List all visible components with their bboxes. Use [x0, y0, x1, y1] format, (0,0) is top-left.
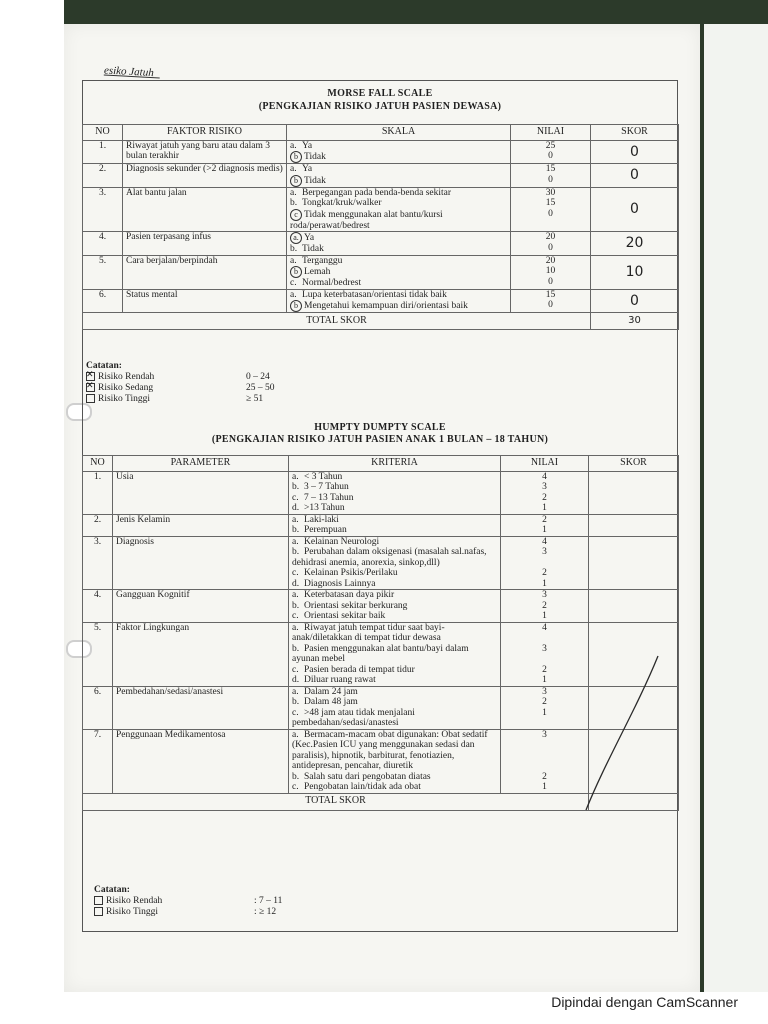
scale-cell	[289, 686, 501, 729]
option-text: 7 – 13 Tahun	[304, 492, 354, 503]
option-letter: b.	[290, 244, 298, 254]
scale-option	[290, 175, 507, 187]
checkbox-icon	[86, 394, 95, 403]
scale-option	[290, 151, 507, 163]
row-number: 2.	[83, 514, 113, 536]
scale-cell	[287, 187, 511, 232]
option-text: Pengobatan lain/tidak ada obat	[304, 782, 421, 792]
option-value: 3	[542, 686, 547, 697]
scan-margin-right	[704, 24, 768, 1000]
scale-option	[292, 472, 497, 483]
risk-range: 0 – 24	[246, 372, 270, 382]
option-text: Bermacam-macam obat digunakan: Obat sedatif (Kec.Pasien ICU yang menggunakan sedasi dan paralisis), hipnotik, barbiturat, fenotiazien, antidepresan, pencahar, diuretik	[292, 729, 488, 771]
row-factor: Alat bantu jalan	[123, 187, 287, 232]
option-text: Tidak	[304, 175, 326, 186]
scale-option	[292, 503, 497, 514]
option-letter: c.	[292, 707, 299, 718]
option-value: 2	[542, 492, 547, 503]
option-letter: b	[290, 300, 302, 312]
score-cell: 20	[591, 232, 679, 256]
option-text: 3 – 7 Tahun	[304, 482, 349, 492]
scale-cell	[289, 622, 501, 686]
scale-option	[292, 601, 497, 612]
risk-note	[86, 372, 386, 383]
option-text: Lupa keterbatasan/orientasi tidak baik	[302, 289, 447, 300]
humpty-notes	[94, 885, 394, 918]
scale-option	[292, 675, 497, 686]
row-number: 5.	[83, 622, 113, 686]
scale-option	[290, 232, 507, 244]
option-letter: a.	[290, 255, 297, 266]
value-cell	[501, 536, 589, 590]
option-text: Ya	[302, 164, 313, 174]
option-letter: b.	[292, 643, 300, 654]
row-factor: Penggunaan Medikamentosa	[113, 729, 289, 793]
humpty-row	[83, 514, 679, 536]
scale-option	[292, 687, 497, 698]
risk-note	[86, 394, 386, 405]
risk-note	[94, 907, 394, 918]
option-value: 10	[545, 266, 556, 276]
option-text: Normal/bedrest	[302, 278, 362, 288]
scanner-footer: Dipindai dengan CamScanner	[551, 994, 738, 1010]
option-text: Ya	[302, 140, 313, 151]
option-letter: b.	[292, 697, 300, 707]
value-cell	[511, 187, 591, 232]
option-text: Perempuan	[304, 525, 347, 535]
option-letter: c.	[292, 782, 299, 792]
humpty-header: NO	[83, 456, 113, 472]
score-cell	[589, 471, 679, 514]
option-text: Mengetahui kemampuan diri/orientasi baik	[304, 301, 468, 311]
humpty-header: KRITERIA	[289, 456, 501, 472]
option-letter: b.	[292, 771, 300, 782]
option-value: 1	[542, 611, 547, 621]
option-letter: a.	[292, 471, 299, 482]
humpty-header: NILAI	[501, 456, 589, 472]
row-factor: Jenis Kelamin	[113, 514, 289, 536]
section-tag: esiko Jatuh	[104, 65, 160, 79]
risk-note	[94, 896, 394, 907]
option-value: 15	[545, 164, 556, 174]
option-value: 3	[542, 482, 547, 492]
scale-option	[290, 209, 507, 232]
risk-note	[86, 383, 386, 394]
option-letter: c.	[292, 492, 299, 503]
morse-table	[82, 124, 679, 330]
row-number: 2.	[83, 164, 123, 188]
value-cell	[501, 514, 589, 536]
option-text: Orientasi sekitar baik	[304, 611, 386, 621]
option-text: Keterbatasan daya pikir	[304, 590, 395, 600]
option-letter: b	[290, 266, 302, 278]
option-letter: a.	[292, 590, 299, 600]
option-text: Pasien menggunakan alat bantu/bayi dalam ayunan mebel	[292, 643, 469, 664]
risk-range: ≥ 51	[246, 394, 264, 404]
scale-cell	[289, 514, 501, 536]
option-value: 0	[548, 276, 553, 287]
scale-cell	[287, 232, 511, 256]
option-value: 2	[542, 697, 547, 707]
option-letter: d.	[292, 503, 300, 513]
option-text: Riwayat jatuh tempat tidur saat bayi-anak/diletakkan di tempat tidur dewasa	[292, 622, 445, 643]
scale-cell	[289, 729, 501, 793]
option-letter: c.	[292, 611, 299, 621]
option-value: 1	[542, 525, 547, 535]
morse-row	[83, 187, 679, 232]
option-text: Terganggu	[302, 255, 343, 266]
humpty-notes-head: Catatan:	[94, 885, 130, 895]
row-number: 4.	[83, 590, 113, 623]
scale-option	[292, 772, 497, 783]
risk-label: Risiko Rendah	[106, 896, 163, 906]
morse-notes-head: Catatan:	[86, 361, 122, 371]
option-value: 25	[545, 140, 556, 151]
score-cell: 0	[591, 187, 679, 232]
value-cell	[511, 164, 591, 188]
morse-total-row	[83, 313, 679, 330]
total-label: TOTAL SKOR	[83, 793, 589, 810]
score-cell: 0	[591, 164, 679, 188]
row-factor: Gangguan Kognitif	[113, 590, 289, 623]
risk-label: Risiko Tinggi	[106, 907, 159, 917]
option-value: 15	[545, 198, 556, 208]
morse-row	[83, 289, 679, 313]
option-value: 15	[545, 289, 556, 300]
scale-cell	[287, 289, 511, 313]
scale-option	[292, 525, 497, 536]
option-value: 4	[542, 536, 547, 547]
humpty-title: HUMPTY DUMPTY SCALE	[314, 422, 446, 433]
row-number: 3.	[83, 187, 123, 232]
morse-header: FAKTOR RISIKO	[123, 125, 287, 141]
scale-option	[292, 708, 497, 729]
checked-box-icon	[86, 383, 95, 392]
option-letter: c	[290, 209, 302, 221]
scale-option	[292, 644, 497, 665]
pen-slash-mark	[576, 650, 676, 820]
option-letter: a.	[292, 686, 299, 697]
scale-option	[290, 188, 507, 199]
option-value: 3	[542, 729, 547, 740]
scale-option	[292, 590, 497, 601]
option-value: 20	[545, 232, 556, 242]
morse-header: NO	[83, 125, 123, 141]
scale-option	[290, 266, 507, 278]
value-cell	[511, 232, 591, 256]
option-letter: a.	[292, 729, 299, 740]
humpty-header: PARAMETER	[113, 456, 289, 472]
scale-cell	[287, 140, 511, 164]
risk-range: : ≥ 12	[254, 907, 277, 917]
option-letter: b.	[292, 547, 300, 557]
option-value: 3	[542, 643, 547, 654]
option-text: Diluar ruang rawat	[304, 675, 376, 685]
morse-notes	[86, 361, 386, 405]
option-text: Tidak	[302, 244, 324, 254]
value-cell	[511, 289, 591, 313]
scan-margin-left	[0, 0, 64, 1000]
option-letter: d.	[292, 578, 300, 589]
option-value: 1	[542, 675, 547, 685]
option-text: >48 jam atau tidak menjalani pembedahan/sedasi/anastesi	[292, 707, 415, 728]
option-letter: b.	[292, 525, 300, 535]
scale-option	[290, 198, 507, 209]
option-value: 1	[542, 503, 547, 513]
scale-cell	[289, 536, 501, 590]
morse-subtitle: (PENGKAJIAN RISIKO JATUH PASIEN DEWASA)	[258, 101, 502, 112]
option-value: 1	[542, 707, 547, 718]
scale-option	[290, 164, 507, 175]
row-number: 3.	[83, 536, 113, 590]
row-factor: Pasien terpasang infus	[123, 232, 287, 256]
option-value: 3	[542, 547, 547, 557]
option-text: Berpegangan pada benda-benda sekitar	[302, 187, 452, 198]
risk-label: Risiko Rendah	[98, 372, 155, 382]
option-value: 2	[542, 600, 547, 611]
morse-header: SKOR	[591, 125, 679, 141]
option-letter: b.	[290, 198, 298, 208]
row-number: 6.	[83, 686, 113, 729]
option-letter: a.	[290, 289, 297, 300]
pen-slash-stroke	[586, 656, 658, 810]
scale-option	[290, 300, 507, 312]
scale-option	[292, 537, 497, 548]
scale-option	[292, 493, 497, 504]
humpty-row	[83, 471, 679, 514]
option-value: 0	[548, 242, 553, 253]
option-value: 1	[542, 578, 547, 589]
row-factor: Faktor Lingkungan	[113, 622, 289, 686]
option-letter: b.	[292, 600, 300, 611]
total-label: TOTAL SKOR	[83, 313, 591, 330]
row-number: 1.	[83, 140, 123, 164]
option-letter: a.	[292, 514, 299, 525]
row-number: 7.	[83, 729, 113, 793]
scale-option	[292, 623, 497, 644]
risk-label: Risiko Tinggi	[98, 394, 151, 404]
option-value: 1	[542, 782, 547, 792]
row-factor: Status mental	[123, 289, 287, 313]
score-cell: 10	[591, 255, 679, 289]
option-value: 20	[545, 255, 556, 266]
option-text: Orientasi sekitar berkurang	[304, 600, 408, 611]
scale-option	[292, 547, 497, 568]
checkbox-icon	[94, 907, 103, 916]
humpty-row	[83, 536, 679, 590]
option-text: Tongkat/kruk/walker	[302, 198, 382, 208]
morse-row	[83, 140, 679, 164]
option-value: 0	[548, 208, 553, 219]
value-cell	[501, 471, 589, 514]
scale-option	[290, 278, 507, 289]
total-score: 30	[591, 313, 679, 330]
option-text: Tidak menggunakan alat bantu/kursi roda/perawat/bedrest	[290, 209, 443, 231]
scale-cell	[289, 590, 501, 623]
row-factor: Diagnosis	[113, 536, 289, 590]
morse-header: SKALA	[287, 125, 511, 141]
scale-option	[292, 730, 497, 772]
humpty-header: SKOR	[589, 456, 679, 472]
option-text: Ya	[304, 233, 315, 243]
option-value: 2	[542, 514, 547, 525]
option-value: 2	[542, 568, 547, 578]
score-cell	[589, 536, 679, 590]
scale-cell	[287, 255, 511, 289]
option-letter: a.	[290, 187, 297, 198]
scale-option	[290, 141, 507, 152]
risk-label: Risiko Sedang	[98, 383, 154, 393]
option-text: Kelainan Psikis/Perilaku	[304, 568, 398, 578]
option-letter: a.	[290, 140, 297, 151]
option-value: 0	[548, 174, 553, 185]
scale-option	[290, 244, 507, 255]
morse-title: MORSE FALL SCALE	[327, 88, 433, 99]
option-text: Tidak	[304, 152, 326, 162]
option-letter: d.	[292, 675, 300, 685]
score-cell: 0	[591, 140, 679, 164]
option-value: 3	[542, 590, 547, 600]
value-cell	[501, 590, 589, 623]
option-letter: c.	[292, 664, 299, 675]
row-number: 1.	[83, 471, 113, 514]
option-text: Laki-laki	[304, 514, 339, 525]
option-value: 4	[542, 471, 547, 482]
morse-header: NILAI	[511, 125, 591, 141]
option-value: 2	[542, 771, 547, 782]
option-letter: c.	[290, 278, 297, 288]
risk-range: : 7 – 11	[254, 896, 283, 906]
row-factor: Riwayat jatuh yang baru atau dalam 3 bulan terakhir	[123, 140, 287, 164]
option-text: Perubahan dalam oksigenasi (masalah sal.nafas, dehidrasi anemia, anorexia, sinkop,dll)	[292, 547, 487, 568]
scale-option	[290, 256, 507, 267]
score-cell	[589, 514, 679, 536]
scale-cell	[289, 471, 501, 514]
row-factor: Diagnosis sekunder (>2 diagnosis medis)	[123, 164, 287, 188]
scale-cell	[287, 164, 511, 188]
option-text: < 3 Tahun	[304, 471, 343, 482]
humpty-subtitle: (PENGKAJIAN RISIKO JATUH PASIEN ANAK 1 BULAN – 18 TAHUN)	[211, 434, 549, 445]
option-letter: b	[290, 175, 302, 187]
row-number: 5.	[83, 255, 123, 289]
row-factor: Usia	[113, 471, 289, 514]
option-text: Dalam 24 jam	[304, 686, 358, 697]
option-letter: c.	[292, 568, 299, 578]
option-letter: a.	[292, 622, 299, 633]
option-letter: a.	[292, 536, 299, 547]
scale-option	[292, 665, 497, 676]
option-letter: b.	[292, 482, 300, 492]
checkbox-icon	[94, 896, 103, 905]
scale-option	[290, 290, 507, 301]
scale-option	[292, 579, 497, 590]
option-letter: a.	[290, 164, 297, 174]
morse-row	[83, 232, 679, 256]
scale-option	[292, 515, 497, 526]
score-cell	[589, 590, 679, 623]
humpty-row	[83, 590, 679, 623]
row-number: 6.	[83, 289, 123, 313]
option-value: 0	[548, 300, 553, 310]
option-letter: b	[290, 151, 302, 163]
row-number: 4.	[83, 232, 123, 256]
option-text: Dalam 48 jam	[304, 697, 358, 707]
option-text: Diagnosis Lainnya	[304, 578, 376, 589]
option-value: 0	[548, 151, 553, 161]
option-text: Pasien berada di tempat tidur	[304, 664, 415, 675]
option-text: Kelainan Neurologi	[304, 536, 380, 547]
scale-option	[292, 697, 497, 708]
option-value: 4	[542, 622, 547, 633]
row-factor: Pembedahan/sedasi/anastesi	[113, 686, 289, 729]
morse-row	[83, 164, 679, 188]
row-factor: Cara berjalan/berpindah	[123, 255, 287, 289]
value-cell	[511, 140, 591, 164]
value-cell	[511, 255, 591, 289]
option-text: Salah satu dari pengobatan diatas	[304, 771, 431, 782]
option-text: Lemah	[304, 267, 331, 277]
option-letter: a.	[290, 232, 302, 244]
scale-option	[292, 568, 497, 579]
scale-option	[292, 611, 497, 622]
option-text: >13 Tahun	[304, 503, 345, 513]
scale-option	[292, 782, 497, 793]
risk-range: 25 – 50	[246, 383, 275, 393]
option-value: 2	[542, 664, 547, 675]
option-value: 30	[545, 187, 556, 198]
scale-option	[292, 482, 497, 493]
morse-row	[83, 255, 679, 289]
score-cell: 0	[591, 289, 679, 313]
